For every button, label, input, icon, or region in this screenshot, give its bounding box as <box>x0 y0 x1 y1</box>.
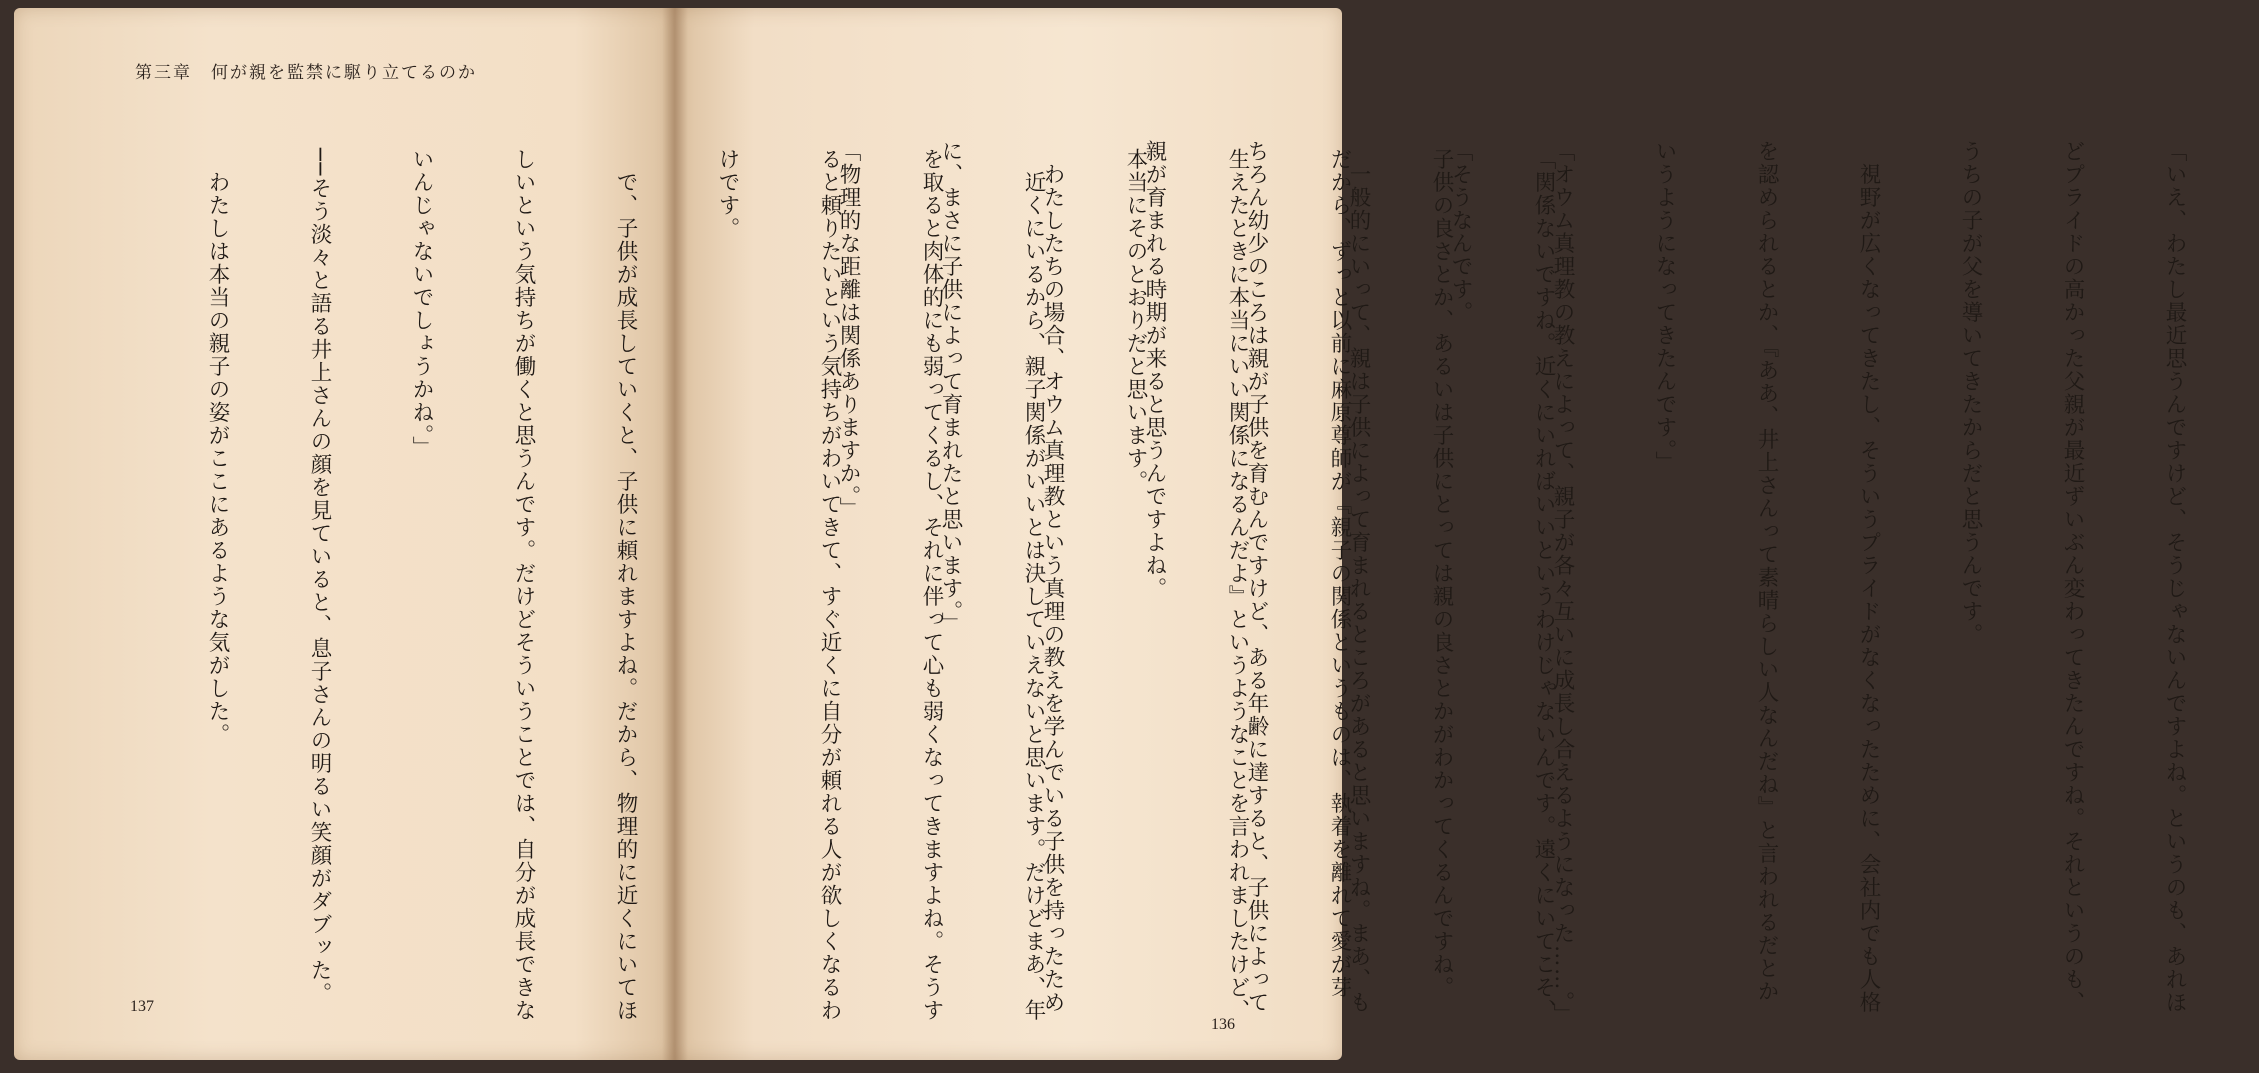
body-line: 親が育まれる時期が来ると思うんですよね。 <box>1142 140 1167 600</box>
body-line: 「いえ、わたし最近思うんですけど、そうじゃないんですよね。というのも、あれほ <box>2162 140 2187 1014</box>
body-line: わたしたちの場合、オウム真理教という真理の教えを学んでいる子供を持ったため <box>1040 140 1065 1014</box>
body-line: 本当にそのとおりだと思います。 <box>1123 148 1148 493</box>
body-line: 一般的にいって、親は子供によって育まれるところがあると思いますね。まあ、も <box>1346 140 1371 1014</box>
body-line: だから、ずっと以前に麻原尊師が『親子の関係というものは、執着を離れて愛が芽 <box>1327 148 1352 999</box>
body-line: を認められるとか、『ああ、井上さんって素晴らしい人なんだね』と言われるだとか <box>1754 140 1779 1004</box>
body-line: しいという気持ちが働くと思うんです。だけどそういうことでは、自分が成長できな <box>511 148 536 1022</box>
body-line: 視野が広くなってきたし、そういうプライドがなくなったために、会社内でも人格 <box>1856 140 1881 1014</box>
body-line: 子供の良さとか、あるいは子供にとっては親の良さとかがわかってくるんですね。 <box>1429 148 1454 999</box>
body-line: で、子供が成長していくと、子供に頼れますよね。だから、物理的に近くにいてほ <box>613 148 638 1022</box>
page-number-right: 136 <box>1211 1016 1235 1033</box>
body-line: に、まさに子供によって育まれたと思います。」 <box>938 140 963 636</box>
body-line: 「そうなんです。 <box>1448 140 1473 324</box>
body-line: わたしは本当の親子の姿がここにあるような気がした。 <box>205 148 230 746</box>
body-line: けです。 <box>715 148 740 240</box>
body-line: 「オウム真理教の教えによって、親子が各々互いに成長し合えるようになった……。」 <box>1550 140 1575 1027</box>
body-line: ると頼りたいという気持ちがわいてきて、すぐ近くに自分が頼れる人が欲しくなるわ <box>817 148 842 1022</box>
body-line: 「関係ないですね。近くにいればいいというわけじゃないんです。遠くにいてこそ、 <box>1531 148 1556 1022</box>
body-line: ちろん幼少のころは親が子供を育むんですけど、ある年齢に達すると、子供によって <box>1244 140 1269 1014</box>
body-line: ──そう淡々と語る井上さんの顔を見ていると、息子さんの明るい笑顔がダブッた。 <box>307 148 332 1005</box>
body-line: いうようになってきたんです。」 <box>1652 140 1677 475</box>
body-line: どプライドの高かった父親が最近ずいぶん変わってきたんですね。それというのも、 <box>2060 140 2085 1014</box>
body-line: うちの子が父を導いてきたからだと思うんです。 <box>1958 140 1983 646</box>
body-line: いんじゃないでしょうかね。」 <box>409 148 434 460</box>
body-line: を取ると肉体的にも弱ってくるし、それに伴って心も弱くなってきますよね。そうす <box>919 148 944 1022</box>
chapter-header: 第三章 何が親を監禁に駆り立てるのか <box>135 63 477 83</box>
body-line: 近くにいるから、親子関係がいいとは決していえないと思います。だけどまあ、年 <box>1021 148 1046 1022</box>
body-line: 「物理的な距離は関係ありますか。」 <box>836 140 861 521</box>
page-number-left: 137 <box>130 998 154 1015</box>
body-line: 生えたときに本当にいい関係になるんだよ』というようなことを言われましたけど、 <box>1225 148 1250 1022</box>
